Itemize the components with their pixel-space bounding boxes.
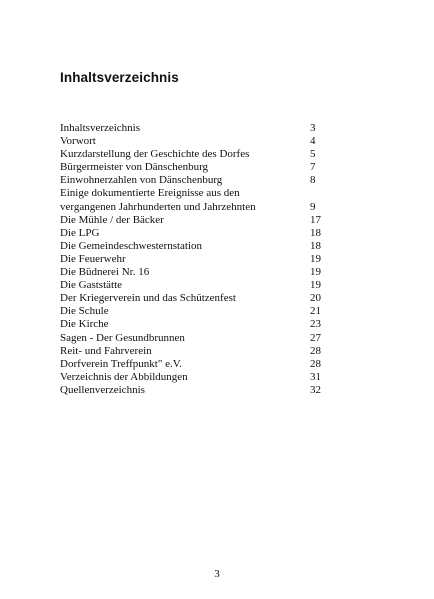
toc-entry-title — [60, 292, 236, 305]
toc-entry-page: 19 — [310, 252, 321, 265]
toc-entry-page: 3 — [310, 122, 316, 134]
toc-entry-page: 32 — [310, 383, 321, 396]
toc-entry-page: 17 — [310, 213, 321, 226]
toc-entry-title-line: Einwohnerzahlen von Dänschenburg — [60, 174, 223, 187]
toc-entry — [60, 279, 330, 292]
toc-entry — [60, 174, 330, 187]
toc-entry-title-line: Die Kirche — [60, 318, 109, 331]
toc-entry — [60, 332, 330, 345]
page-number: 3 — [214, 568, 220, 580]
toc-entry-title — [60, 253, 126, 266]
table-of-contents — [60, 122, 330, 397]
toc-entry-title-line: Reit- und Fahrverein — [60, 344, 152, 357]
page-title: Inhaltsverzeichnis — [60, 70, 179, 85]
toc-entry-title-line: Einige dokumentierte Ereignisse aus den — [60, 187, 240, 200]
toc-entry — [60, 148, 330, 161]
toc-entry-title — [60, 332, 185, 345]
toc-entry-title-line: Sagen - Der Gesundbrunnen — [60, 331, 185, 344]
toc-entry-page: 18 — [310, 239, 321, 252]
toc-entry-page: 7 — [310, 161, 316, 174]
toc-entry-page: 9 — [310, 200, 316, 213]
toc-entry — [60, 253, 330, 266]
toc-entry-title — [60, 358, 182, 371]
toc-entry-title-line: Die Gemeindeschwesternstation — [60, 239, 203, 252]
toc-entry-title — [60, 148, 249, 161]
toc-entry — [60, 187, 330, 213]
toc-entry-title-line: Vorwort — [60, 135, 96, 148]
toc-entry-title-line: Bürgermeister von Dänschenburg — [60, 161, 209, 174]
toc-entry-page: 27 — [310, 331, 321, 344]
toc-entry-title — [60, 122, 140, 135]
toc-entry-title — [60, 371, 188, 384]
toc-entry-page: 19 — [310, 266, 321, 279]
toc-entry-title-line: vergangenen Jahrhunderten und Jahrzehnten — [60, 200, 256, 213]
toc-entry-title — [60, 161, 208, 174]
toc-entry-title-line: Verzeichnis der Abbildungen — [60, 370, 188, 383]
toc-entry — [60, 371, 330, 384]
toc-entry-page: 19 — [310, 279, 321, 292]
toc-entry-title — [60, 266, 149, 279]
toc-entry-page: 28 — [310, 344, 321, 357]
toc-entry-title-line: Die Gaststätte — [60, 279, 123, 292]
toc-entry — [60, 305, 330, 318]
toc-entry-title-line: Dorfverein Treffpunkt" e.V. — [60, 357, 183, 370]
toc-entry-title-line: Die Feuerwehr — [60, 252, 126, 265]
toc-entry — [60, 358, 330, 371]
toc-entry — [60, 384, 330, 397]
toc-entry-page: 20 — [310, 292, 321, 305]
toc-entry-page: 8 — [310, 174, 316, 187]
toc-entry-page: 4 — [310, 135, 316, 148]
toc-entry-page: 5 — [310, 148, 316, 161]
toc-entry-title — [60, 345, 152, 358]
toc-entry — [60, 318, 330, 331]
toc-entry — [60, 161, 330, 174]
toc-entry-title — [60, 135, 96, 148]
toc-entry — [60, 227, 330, 240]
toc-entry-page: 23 — [310, 318, 321, 331]
toc-entry-title-line: Die Mühle / der Bäcker — [60, 213, 164, 226]
toc-entry-title — [60, 384, 145, 397]
toc-entry-title — [60, 240, 202, 253]
toc-entry-title-line: Die Schule — [60, 305, 109, 318]
toc-entry-title-line: Quellenverzeichnis — [60, 383, 145, 396]
toc-entry-title — [60, 187, 256, 213]
toc-entry-title — [60, 214, 164, 227]
toc-entry-title — [60, 227, 99, 240]
toc-entry — [60, 345, 330, 358]
toc-entry — [60, 292, 330, 305]
toc-entry-title-line: Der Kriegerverein und das Schützenfest — [60, 292, 236, 305]
toc-entry — [60, 122, 330, 135]
toc-entry-page: 31 — [310, 370, 321, 383]
toc-entry-title-line: Die LPG — [60, 226, 100, 239]
toc-entry — [60, 266, 330, 279]
toc-entry — [60, 135, 330, 148]
toc-entry-title — [60, 318, 109, 331]
toc-entry — [60, 240, 330, 253]
toc-entry-page: 21 — [310, 305, 321, 318]
toc-entry-title — [60, 279, 122, 292]
toc-entry-title-line: Inhaltsverzeichnis — [60, 122, 141, 134]
toc-entry-title — [60, 305, 109, 318]
toc-entry-page: 28 — [310, 357, 321, 370]
toc-entry-title-line: Die Büdnerei Nr. 16 — [60, 266, 150, 279]
toc-entry-page: 18 — [310, 226, 321, 239]
toc-entry-title-line: Kurzdarstellung der Geschichte des Dorfes — [60, 148, 250, 161]
toc-entry-title — [60, 174, 222, 187]
toc-entry — [60, 214, 330, 227]
